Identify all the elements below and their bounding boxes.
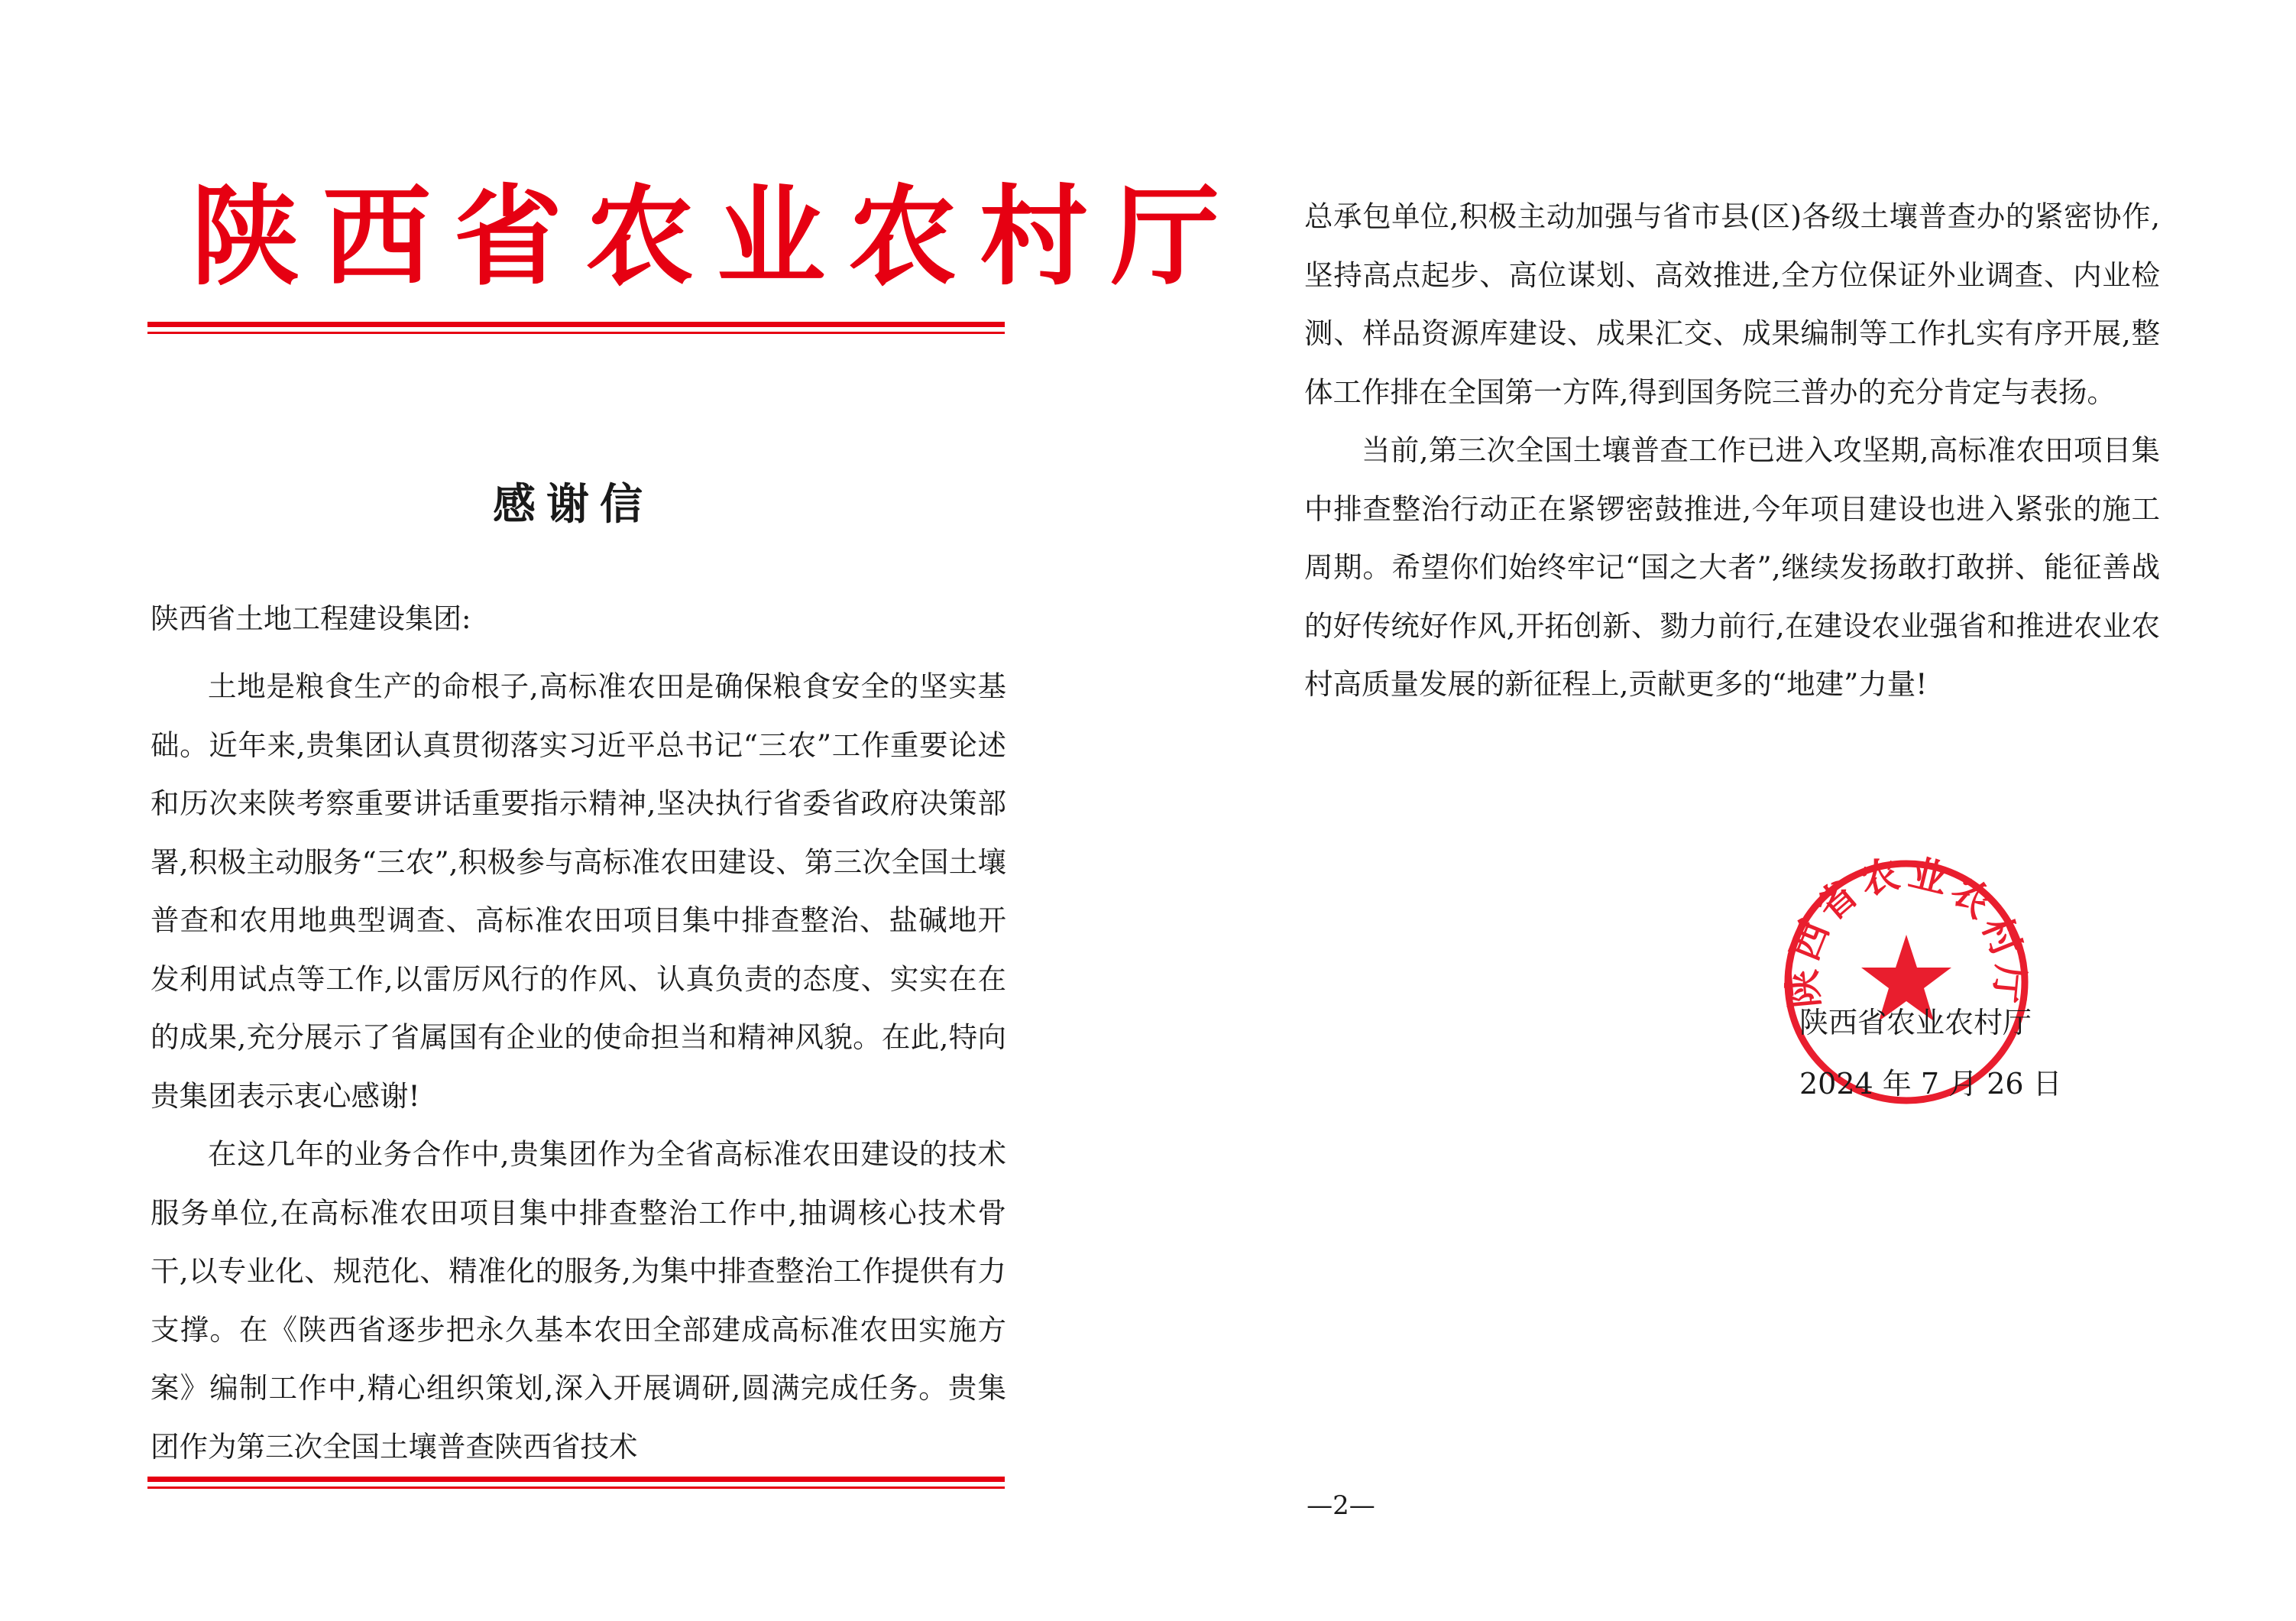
- body-paragraph: 土地是粮食生产的命根子,高标准农田是确保粮食安全的坚实基础。近年来,贵集团认真贯彻落实习近平总书记“三农”工作重要论述和历次来陕考察重要讲话重要指示精神,坚决执行省委省政府决策部署,积极主动服务“三农”,积极参与高标准农田建设、第三次全国土壤普查和农用地典型调查、高标准农田项目集中排查整治、盐碱地开发利用试点等工作,以雷厉风行的作风、认真负责的态度、实实在在的成果,充分展示了省属国有企业的使命担当和精神风貌。在此,特向贵集团表示衷心感谢!: [151, 669, 1006, 1113]
- letter-body-right: [1304, 187, 2160, 714]
- body-paragraph-continued: 总承包单位,积极主动加强与省市县(区)各级土壤普查办的紧密协作,坚持高点起步、高位谋划、高效推进,全方位保证外业调查、内业检测、样品资源库建设、成果汇交、成果编制等工作扎实有序开展,整体工作排在全国第一方阵,得到国务院三普办的充分肯定与表扬。: [1304, 199, 2160, 409]
- letterhead-red-rule: [147, 322, 1005, 334]
- body-paragraph: 当前,第三次全国土壤普查工作已进入攻坚期,高标准农田项目集中排查整治行动正在紧锣密鼓推进,今年项目建设也进入紧张的施工周期。希望你们始终牢记“国之大者”,继续发扬敢打敢拼、能征善战的好传统好作风,开拓创新、勠力前行,在建设农业强省和推进农业农村高质量发展的新征程上,贡献更多的“地建”力量!: [1304, 433, 2160, 701]
- signature-date: 2024 年 7 月 26 日: [1799, 1067, 2062, 1101]
- signature-block: [1799, 992, 2062, 1114]
- seal-text: 陕西省农业农村厅: [1780, 856, 2032, 1010]
- letter-title: 感谢信: [493, 479, 653, 530]
- letter-body-left: [151, 657, 1006, 1476]
- footer-red-rule: [147, 1477, 1005, 1489]
- red-rule-thin: [147, 332, 1005, 334]
- letterhead-title: 陕西省农业农村厅: [191, 173, 1242, 300]
- salutation: 陕西省土地工程建设集团:: [151, 602, 471, 635]
- red-rule-thin: [147, 1486, 1005, 1489]
- page-number: —2—: [1307, 1490, 1375, 1521]
- red-rule-thick: [147, 1477, 1005, 1482]
- signature-org: 陕西省农业农村厅: [1799, 1006, 2032, 1039]
- red-rule-thick: [147, 322, 1005, 327]
- body-paragraph: 在这几年的业务合作中,贵集团作为全省高标准农田建设的技术服务单位,在高标准农田项目集中排查整治工作中,抽调核心技术骨干,以专业化、规范化、精准化的服务,为集中排查整治工作提供有力支撑。在《陕西省逐步把永久基本农田全部建成高标准农田实施方案》编制工作中,精心组织策划,深入开展调研,圆满完成任务。贵集团作为第三次全国土壤普查陕西省技术: [151, 1137, 1006, 1464]
